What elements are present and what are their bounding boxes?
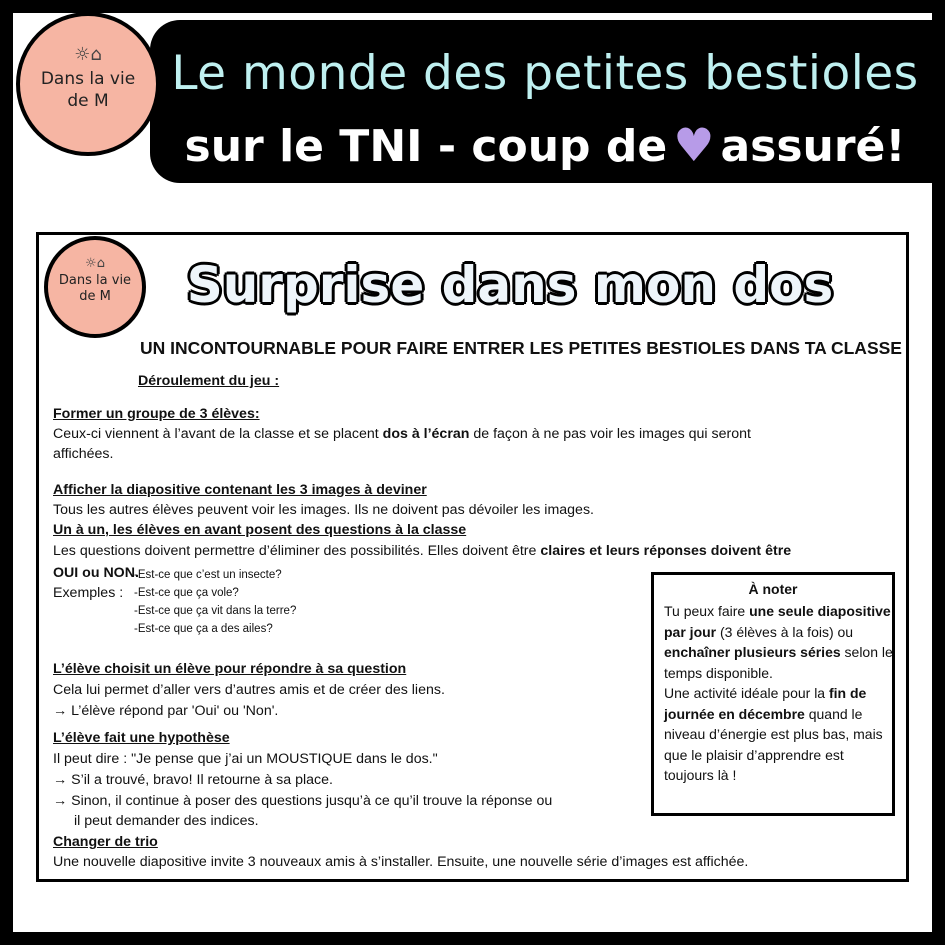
logo-text-line2: de M [67, 91, 109, 111]
card-subtitle: UN INCONTOURNABLE POUR FAIRE ENTRER LES PETITES BESTIOLES DANS TA CLASSE [140, 338, 902, 358]
logo-text-line1: Dans la vie [40, 69, 136, 89]
section-heading: L’élève choisit un élève pour répondre à sa question [53, 661, 407, 677]
card-title: Surprise dans mon dos [186, 256, 834, 314]
section-text: Il peut dire : "Je pense que j’ai un MOUSTIQUE dans le dos." [53, 751, 438, 767]
deroulement-heading: Déroulement du jeu : [138, 373, 280, 389]
section-text: Cela lui permet d’aller vers d’autres amis et de créer des liens. [53, 682, 445, 698]
note-title: À noter [748, 581, 798, 597]
heart-icon: ♥ [673, 118, 715, 172]
sun-house-field-icon: ☼⌂ [74, 44, 102, 65]
example-item: -Est-ce que ça a des ailes? [134, 623, 273, 635]
section-text: Une nouvelle diapositive invite 3 nouveaux amis à s’installer. Ensuite, une nouvelle série d’images est affichée. [53, 854, 749, 870]
header-line2-end: assuré! [720, 121, 906, 172]
brand-logo [16, 12, 160, 156]
example-item: -Est-ce que ça vit dans la terre? [134, 605, 297, 617]
header-title-line2 [160, 118, 930, 172]
examples-label: Exemples : [53, 585, 124, 601]
example-item: -Est-ce que ça vole? [134, 587, 239, 599]
section-heading: Un à un, les élèves en avant posent des questions à la classe [53, 522, 467, 538]
section-text: → L’élève répond par 'Oui' ou 'Non'. [53, 703, 279, 719]
card-brand-logo [44, 236, 146, 338]
section-text: Les questions doivent permettre d’éliminer des possibilités. Elles doivent être claires et leurs réponses doivent être [53, 543, 792, 559]
section-heading: Changer de trio [53, 834, 158, 850]
logo-text-line1: Dans la vie [58, 273, 132, 288]
sun-house-field-icon: ☼⌂ [85, 256, 105, 271]
logo-text-line2: de M [79, 289, 111, 304]
section-text: Ceux-ci viennent à l’avant de la classe et se placent dos à l’écran de façon à ne pas voir les images qui seront [53, 426, 751, 442]
note-body: Tu peux faire une seule diapositive par jour (3 élèves à la fois) ou enchaîner plusieurs séries selon le temps disponible. Une activité idéale pour la fin de journée en décembre quand le niveau d’énergie est plus bas, mais que le plaisir d’apprendre est toujours là ! [664, 603, 893, 783]
section-heading: Former un groupe de 3 élèves: [53, 406, 260, 422]
section-text: il peut demander des indices. [74, 813, 259, 829]
section-heading: L’élève fait une hypothèse [53, 730, 230, 746]
section-text: affichées. [53, 446, 114, 462]
section-text: OUI ou NON. [53, 565, 139, 581]
header-line2-start: sur le TNI - coup de [184, 121, 668, 172]
section-text: → S’il a trouvé, bravo! Il retourne à sa place. [53, 772, 333, 788]
section-heading: Afficher la diapositive contenant les 3 images à deviner [53, 482, 427, 498]
header-title-line1: Le monde des petites bestioles [171, 46, 919, 101]
section-text: → Sinon, il continue à poser des questions jusqu’à ce qu’il trouve la réponse ou [53, 793, 553, 809]
section-text: Tous les autres élèves peuvent voir les images. Ils ne doivent pas dévoiler les images. [53, 502, 594, 518]
note-box [651, 572, 895, 816]
example-item: -Est-ce que c’est un insecte? [134, 569, 282, 581]
